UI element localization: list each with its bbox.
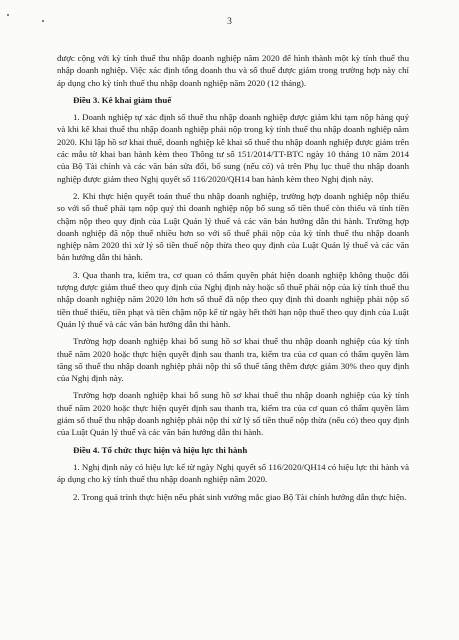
- paragraph: 1. Doanh nghiệp tự xác định số thuế thu nhập doanh nghiệp được giảm khi tạm nộp hàng quý và khi kê khai thuế thu nhập doanh nghiệp phải nộp trong kỳ tính thuế thu nhập doanh nghiệp năm 2020. Khi lập hồ sơ khai thuế, doanh nghiệp kê khai số thuế thu nhập doanh nghiệp được giảm trên các mẫu tờ khai ban hành kèm theo Thông tư số 151/2014/TT-BTC ngày 10 tháng 10 năm 2014 của Bộ Tài chính và các văn bản sửa đổi, bổ sung (nếu có) và trên Phụ lục thuế thu nhập doanh nghiệp được giảm theo Nghị quyết số 116/2020/QH14 ban hành kèm theo Nghị định này.: [57, 112, 409, 184]
- paragraph: Trường hợp doanh nghiệp khai bổ sung hồ sơ khai thuế thu nhập doanh nghiệp của kỳ tính thuế năm 2020 hoặc thực hiện quyết định sau thanh tra, kiểm tra của cơ quan có thẩm quyền làm tăng số thuế thu nhập doanh nghiệp phải nộp thì số thuế tăng thêm được giảm 30% theo quy định của Nghị định này.: [57, 336, 409, 384]
- article-heading: Điều 4. Tổ chức thực hiện và hiệu lực thi hành: [73, 444, 248, 455]
- page-number: 3: [227, 17, 232, 27]
- paragraph: 2. Khi thực hiện quyết toán thuế thu nhập doanh nghiệp, trường hợp doanh nghiệp nộp thiếu so với số thuế phải tạm nộp quý thì doanh nghiệp nộp bổ sung số tiền thuế còn thiếu và tính tiền chậm nộp theo quy định của Luật Quản lý thuế và các văn bản hướng dẫn thi hành. Trường hợp doanh nghiệp đã nộp thuế nhiều hơn so với số thuế phải nộp của kỳ tính thuế thu nhập doanh nghiệp năm 2020 thì xử lý số tiền thuế nộp thừa theo quy định của Luật Quản lý thuế và các văn bản hướng dẫn thi hành.: [57, 190, 409, 263]
- paragraph: 1. Nghị định này có hiệu lực kể từ ngày Nghị quyết số 116/2020/QH14 có hiệu lực thi hành và áp dụng cho kỳ tính thuế thu nhập doanh nghiệp năm 2020.: [57, 461, 409, 485]
- document-body: [57, 52, 409, 508]
- article-heading: Điều 3. Kê khai giảm thuế: [73, 94, 172, 105]
- scan-speck: [7, 14, 9, 16]
- paragraph: 3. Qua thanh tra, kiểm tra, cơ quan có thẩm quyền phát hiện doanh nghiệp không thuộc đối tượng được giảm thuế theo quy định của Nghị định này hoặc số thuế phải nộp của kỳ tính thuế thu nhập doanh nghiệp năm 2020 lớn hơn số thuế đã nộp theo quy định thì doanh nghiệp phải nộp số tiền thuế thiếu, tiền phạt và tiền chậm nộp kể từ ngày hết thời hạn nộp thuế theo quy định của Luật Quản lý thuế và các văn bản hướng dẫn thi hành.: [57, 269, 409, 329]
- paragraph: được cộng với kỳ tính thuế thu nhập doanh nghiệp năm 2020 để hình thành một kỳ tính thuế thu nhập doanh nghiệp. Việc xác định tổng doanh thu và số thuế được giảm trong trường hợp này chỉ áp dụng cho kỳ tính thuế thu nhập doanh nghiệp năm 2020 (12 tháng).: [57, 53, 409, 88]
- paragraph: Trường hợp doanh nghiệp khai bổ sung hồ sơ khai thuế thu nhập doanh nghiệp của kỳ tính thuế năm 2020 hoặc thực hiện quyết định sau thanh tra, kiểm tra của cơ quan có thẩm quyền làm giảm số thuế thu nhập doanh nghiệp phải nộp thì xử lý số tiền thuế nộp thừa (nếu có) theo quy định của Luật Quản lý thuế và các văn bản hướng dẫn thi hành.: [57, 390, 409, 438]
- paragraph: 2. Trong quá trình thực hiện nếu phát sinh vướng mắc giao Bộ Tài chính hướng dẫn thực hiện.: [73, 491, 407, 502]
